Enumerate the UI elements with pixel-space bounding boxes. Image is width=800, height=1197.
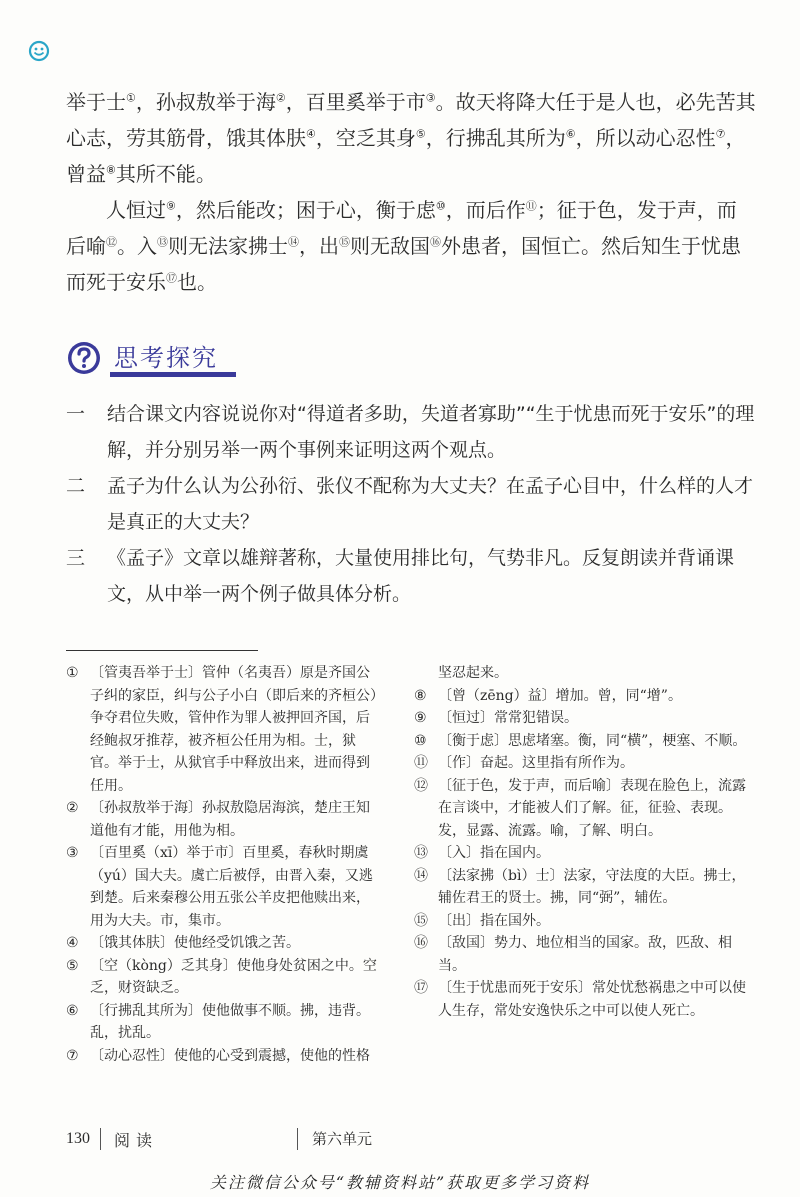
footnote-marker: ⑦ bbox=[66, 1047, 79, 1064]
footnote-text: 〔恒过〕常常犯错误。 bbox=[438, 710, 578, 726]
footnote-text: 〔饿其体肤〕使他经受饥饿之苦。 bbox=[90, 935, 300, 951]
footnote-column-left bbox=[66, 662, 382, 1067]
body-text-run: ；征于色，发于声，而后喻 bbox=[66, 198, 737, 258]
footnote-marker: ⑭ bbox=[414, 867, 428, 884]
footnote-marker: ⑪ bbox=[414, 755, 428, 771]
section-title: 思考探究 bbox=[114, 344, 218, 372]
body-text-run: 也。 bbox=[177, 270, 217, 294]
question-item bbox=[66, 468, 766, 540]
footnote-item bbox=[414, 685, 754, 708]
footnote-text: 〔行拂乱其所为〕使他做事不顺。拂，违背。乱，扰乱。 bbox=[90, 1002, 370, 1041]
footnote-ref: ① bbox=[126, 91, 136, 105]
footnote-item bbox=[414, 910, 754, 933]
footer-section-label: 阅读 bbox=[114, 1131, 159, 1150]
footnote-marker: ⑥ bbox=[66, 1002, 79, 1019]
footnote-item bbox=[414, 932, 754, 977]
body-paragraph bbox=[66, 84, 756, 192]
footer-divider bbox=[100, 1128, 101, 1150]
footnote-ref: ⑫ bbox=[106, 235, 117, 249]
footnote-ref: ⑬ bbox=[157, 235, 168, 249]
footnote-ref: ⑧ bbox=[106, 163, 116, 177]
footnote-text: 〔曾（zēng）益〕增加。曾，同“增”。 bbox=[438, 687, 682, 704]
footnote-item bbox=[414, 775, 754, 843]
smiley-icon bbox=[28, 40, 50, 62]
footnote-text: 〔作〕奋起。这里指有所作为。 bbox=[438, 755, 634, 771]
footnote-marker: ⑮ bbox=[414, 912, 428, 929]
footnote-marker: ⑤ bbox=[66, 957, 79, 974]
footnote-ref: ⑮ bbox=[339, 235, 350, 249]
question-number: 三 bbox=[66, 547, 86, 569]
footnote-continuation: 坚忍起来。 bbox=[438, 665, 508, 681]
footnote-marker: ① bbox=[66, 665, 79, 681]
page-number: 130 bbox=[66, 1130, 90, 1147]
footnote-item bbox=[414, 977, 754, 1022]
body-text-run: 则无敌国 bbox=[350, 234, 430, 258]
question-number: 二 bbox=[66, 475, 86, 497]
footnote-ref: ③ bbox=[425, 91, 436, 105]
footnote-item bbox=[414, 842, 754, 865]
body-text-run: ，而后作 bbox=[445, 198, 526, 222]
body-text-run: 其所不能。 bbox=[115, 162, 216, 186]
body-text-run: ，曾益 bbox=[66, 126, 746, 186]
footnote-ref: ④ bbox=[306, 127, 316, 141]
footnote-text: 〔法家拂（bì）士〕法家，守法度的大臣。拂士，辅佐君王的贤士。拂，同“弼”，辅佐。 bbox=[438, 867, 746, 906]
body-text-run: ，行拂乱其所为 bbox=[425, 126, 566, 150]
footnote-item bbox=[414, 707, 754, 730]
body-text-run: 人恒过 bbox=[106, 198, 166, 222]
footnote-ref: ② bbox=[275, 91, 286, 105]
question-item bbox=[66, 396, 766, 468]
body-text-run: ，出 bbox=[299, 234, 339, 258]
footnote-text: 〔空（kòng）乏其身〕使他身处贫困之中。空乏，财资缺乏。 bbox=[90, 957, 377, 996]
footnote-item bbox=[66, 1000, 382, 1045]
body-text-run: ，所以动心忍性 bbox=[575, 126, 716, 150]
section-header bbox=[66, 336, 266, 382]
footnote-text: 〔管夷吾举于士〕管仲（名夷吾）原是齐国公子纠的家臣，纠与公子小白（即后来的齐桓公）争夺君位失败，管仲作为罪人被押回齐国，后经鲍叔牙推荐，被齐桓公任用为相。士，狱官。举于士，从狱官手中释放出来，进而得到任用。 bbox=[90, 665, 377, 794]
footnote-text: 〔生于忧患而死于安乐〕常处忧愁祸患之中可以使人生存，常处安逸快乐之中可以使人死亡。 bbox=[438, 980, 746, 1019]
footnote-marker: ⑧ bbox=[414, 687, 427, 704]
footnote-ref: ⑦ bbox=[715, 127, 726, 141]
footnote-marker: ② bbox=[66, 800, 79, 816]
question-number: 一 bbox=[66, 403, 86, 425]
question-text: 《孟子》文章以雄辩著称，大量使用排比句，气势非凡。反复朗读并背诵课文，从中举一两个例子做具体分析。 bbox=[107, 547, 735, 605]
footnote-text: 〔征于色，发于声，而后喻〕表现在脸色上，流露在言谈中，才能被人们了解。征，征验、表现。发，显露、流露。喻，了解、明白。 bbox=[438, 777, 746, 839]
footnote-item bbox=[414, 730, 754, 753]
footnote-marker: ⑨ bbox=[414, 710, 427, 726]
footnote-marker: ⑬ bbox=[414, 845, 428, 861]
footnote-item bbox=[66, 955, 382, 1000]
body-text-run: 。故天将降大任于是人也，必先苦其心志，劳其筋骨，饿其体肤 bbox=[66, 90, 756, 150]
body-text-run: 则无法家拂士 bbox=[168, 234, 288, 258]
body-text-run: ，孙叔敖举于海 bbox=[135, 90, 276, 114]
footnote-marker: ⑰ bbox=[414, 980, 428, 996]
footnote-ref: ⑥ bbox=[565, 127, 576, 141]
section-underline bbox=[110, 372, 236, 377]
body-paragraph bbox=[66, 192, 756, 300]
footnote-item bbox=[66, 932, 382, 955]
footer-unit-label: 第六单元 bbox=[312, 1130, 373, 1148]
footnote-text: 〔敌国〕势力、地位相当的国家。敌，匹敌、相当。 bbox=[438, 935, 732, 974]
footnote-ref: ⑯ bbox=[430, 235, 441, 249]
footnote-ref: ⑨ bbox=[166, 199, 176, 213]
footnote-marker: ③ bbox=[66, 845, 79, 861]
footnote-ref: ⑰ bbox=[166, 271, 177, 285]
footnote-item bbox=[414, 865, 754, 910]
question-item bbox=[66, 540, 766, 612]
footnote-text: 〔衡于虑〕思虑堵塞。衡，同“横”，梗塞、不顺。 bbox=[438, 732, 747, 749]
body-text-run: 举于士 bbox=[66, 90, 126, 114]
question-text: 结合课文内容说说你对“得道者多助，失道者寡助”“生于忧患而死于安乐”的理解，并分别另举一两个事例来证明这两个观点。 bbox=[107, 403, 755, 461]
footnote-ref: ⑭ bbox=[288, 235, 299, 249]
footnote-marker: ⑫ bbox=[414, 777, 428, 794]
main-text bbox=[66, 84, 756, 300]
body-text-run: 外患者，国恒亡。然后知生于忧患而死于安乐 bbox=[66, 234, 741, 294]
footnote-marker: ⑯ bbox=[414, 935, 428, 951]
footnote-item bbox=[414, 752, 754, 775]
footnote-marker: ④ bbox=[66, 935, 79, 951]
footnote-ref: ⑩ bbox=[435, 199, 446, 213]
footnote-divider bbox=[66, 650, 258, 651]
body-text-run: ，然后能改；困于心，衡于虑 bbox=[175, 198, 436, 222]
footer-divider bbox=[297, 1128, 298, 1150]
body-text-run: 。入 bbox=[117, 234, 157, 258]
footnote-column-right bbox=[414, 662, 754, 1022]
footnote-marker: ⑩ bbox=[414, 732, 427, 749]
footnote-text: 〔出〕指在国外。 bbox=[438, 912, 550, 929]
question-mark-icon bbox=[66, 340, 102, 376]
footnote-item bbox=[66, 662, 382, 797]
footnote-item bbox=[66, 797, 382, 842]
body-text-run: ，空乏其身 bbox=[315, 126, 416, 150]
footnote-text: 〔百里奚（xī）举于市〕百里奚，春秋时期虞（yú）国大夫。虞亡后被俘，由晋入秦，又逃到楚。后来秦穆公用五张公羊皮把他赎出来，用为大夫。市，集市。 bbox=[90, 845, 373, 929]
footnote-item bbox=[66, 1045, 382, 1068]
footnote-text: 〔入〕指在国内。 bbox=[438, 845, 550, 861]
question-list bbox=[66, 396, 766, 612]
body-text-run: ，百里奚举于市 bbox=[285, 90, 426, 114]
footnote-ref: ⑪ bbox=[525, 199, 537, 213]
question-text: 孟子为什么认为公孙衍、张仪不配称为大丈夫？在孟子心目中，什么样的人才是真正的大丈夫？ bbox=[107, 475, 754, 533]
footnote-text: 〔孙叔敖举于海〕孙叔敖隐居海滨，楚庄王知道他有才能，用他为相。 bbox=[90, 800, 370, 839]
footnote-text: 〔动心忍性〕使他的心受到震撼，使他的性格 bbox=[90, 1047, 370, 1064]
footnote-ref: ⑤ bbox=[415, 127, 426, 141]
footnote-item bbox=[66, 842, 382, 932]
watermark-text: 关注微信公众号“教辅资料站”获取更多学习资料 bbox=[209, 1173, 591, 1192]
